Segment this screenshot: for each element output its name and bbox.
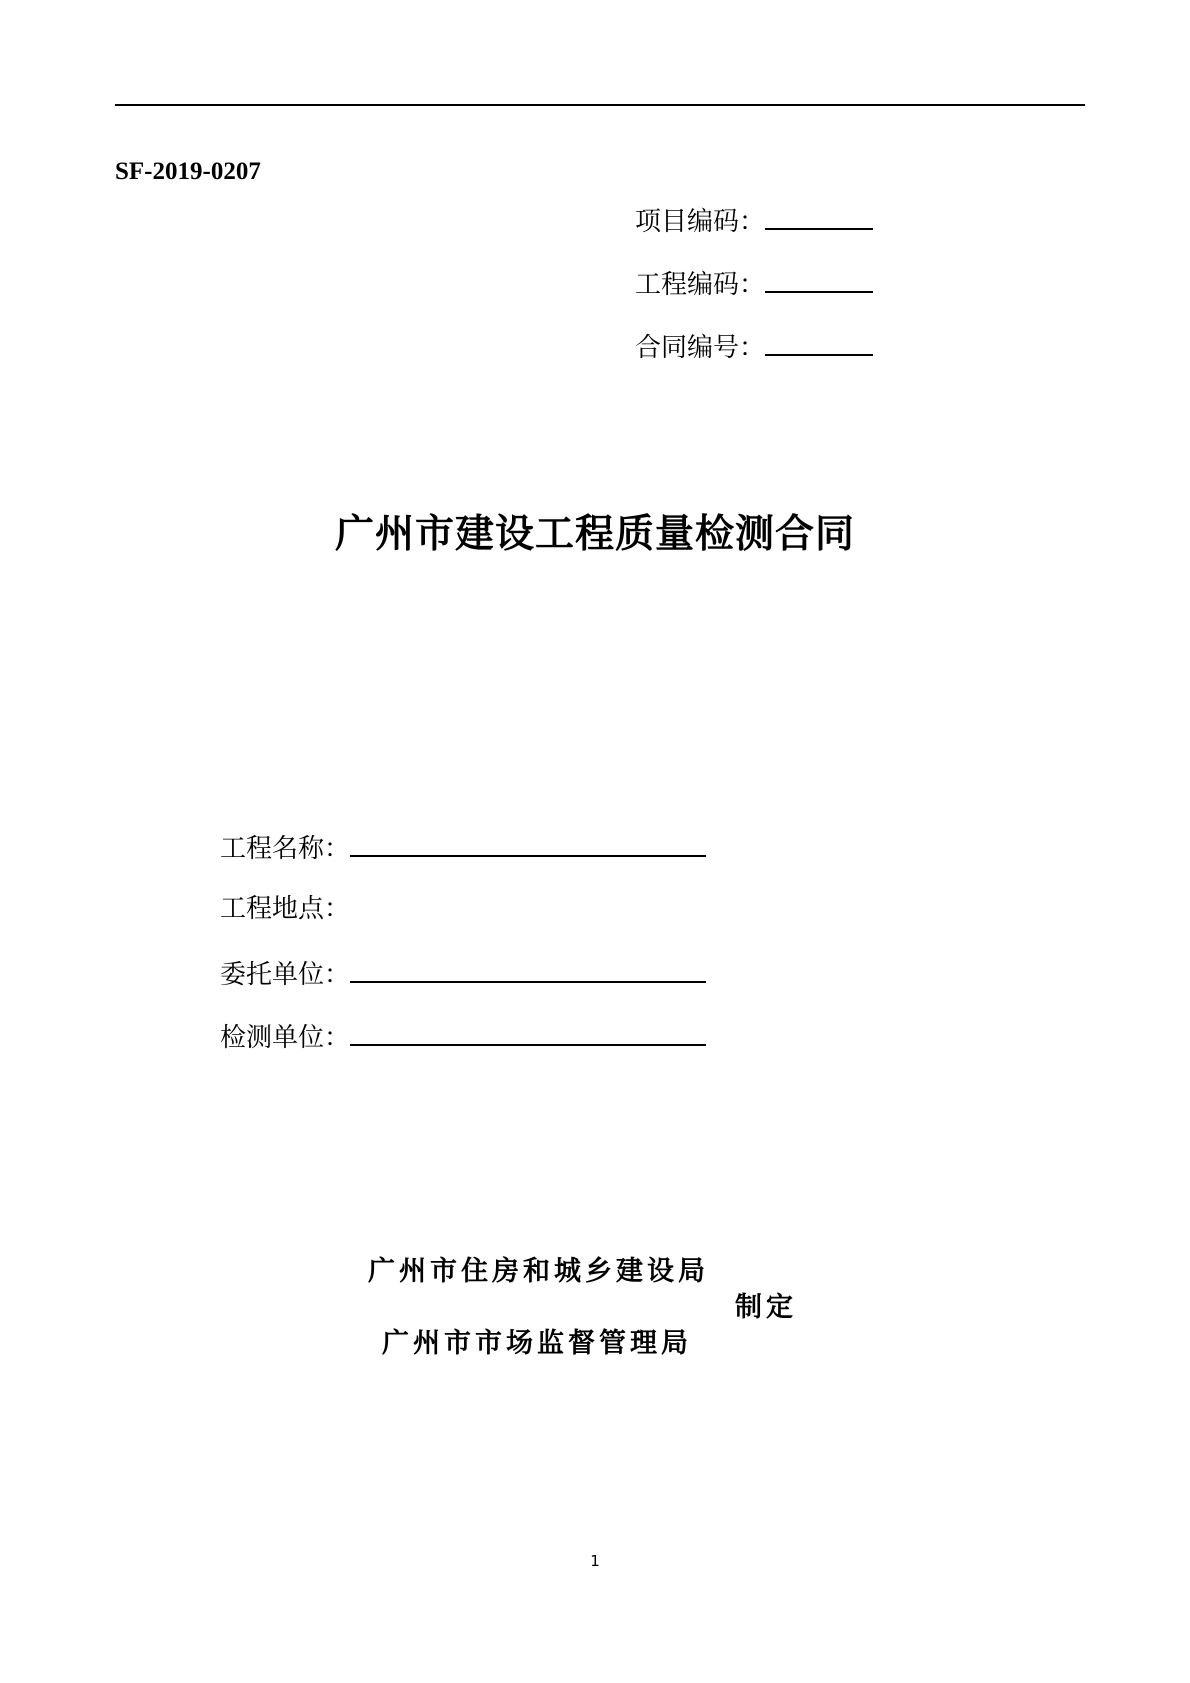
client-unit-label: 委托单位：: [220, 960, 351, 990]
project-name-blank: [350, 829, 706, 857]
client-unit-blank: [350, 955, 706, 983]
project-location-row: [220, 892, 350, 926]
testing-unit-label: 检测单位：: [220, 1023, 351, 1053]
engineering-code-blank: [765, 265, 873, 293]
project-code-blank: [765, 202, 873, 230]
project-location-label: 工程地点：: [220, 894, 351, 924]
document-title: 广州市建设工程质量检测合同: [334, 512, 855, 557]
engineering-code-row: [635, 265, 873, 302]
contract-number-blank: [765, 328, 873, 356]
client-unit-row: [220, 955, 706, 992]
engineering-code-label: 工程编码：: [635, 270, 766, 300]
header-rule: [115, 104, 1085, 106]
issued-label: 制定: [735, 1292, 797, 1323]
contract-number-label: 合同编号：: [635, 333, 766, 363]
issuer-market-bureau: 广州市市场监督管理局: [382, 1328, 692, 1359]
project-name-label: 工程名称：: [220, 834, 351, 864]
project-code-row: [635, 202, 873, 239]
testing-unit-blank: [350, 1018, 706, 1046]
project-name-row: [220, 829, 706, 866]
issuer-housing-bureau: 广州市住房和城乡建设局: [368, 1256, 709, 1287]
project-code-label: 项目编码：: [635, 207, 766, 237]
page-number: 1: [590, 1552, 600, 1570]
document-code: SF-2019-0207: [115, 158, 261, 185]
testing-unit-row: [220, 1018, 706, 1055]
contract-number-row: [635, 328, 873, 365]
